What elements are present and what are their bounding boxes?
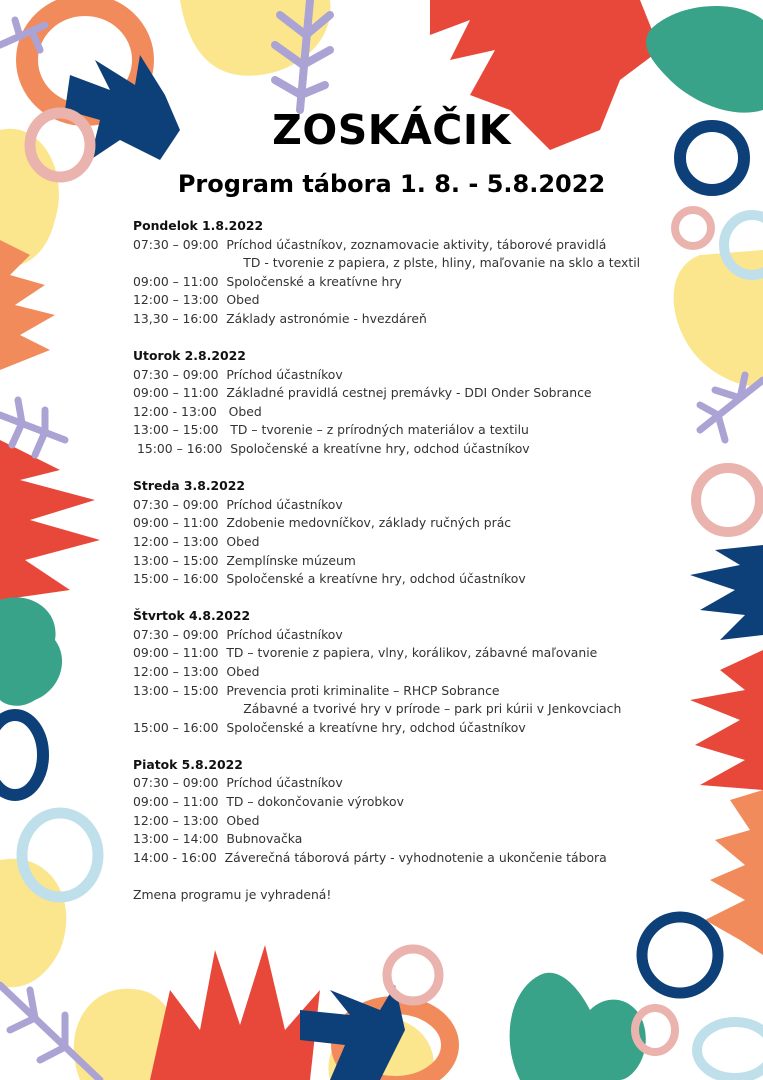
day-title: Piatok 5.8.2022 — [133, 756, 243, 772]
day-title: Streda 3.8.2022 — [133, 478, 246, 494]
pink-ring-right-mid — [696, 468, 760, 532]
schedule-line: 12:00 – 13:00 Obed — [133, 812, 260, 828]
pink-ring-bottom — [387, 949, 439, 1001]
schedule-line: 12:00 – 13:00 Obed — [133, 533, 260, 549]
teal-leaf-top-right — [646, 6, 763, 113]
page-subtitle: Program tábora 1. 8. - 5.8.2022 — [177, 170, 606, 198]
day-block — [133, 756, 653, 868]
schedule-line: 13,30 – 16:00 Základy astronómie - hvezdáreň — [133, 310, 427, 326]
lightblue-ring-bottom-right — [697, 1022, 763, 1078]
navy-ring-bottom-right — [642, 917, 718, 993]
schedule-line: 07:30 – 09:00 Príchod účastníkov — [133, 775, 343, 791]
schedule-line: 07:30 – 09:00 Príchod účastníkov — [133, 496, 343, 512]
schedule-line: 09:00 – 11:00 Spoločenské a kreatívne hry — [133, 273, 402, 289]
schedule-line: 07:30 – 09:00 Príchod účastníkov — [133, 366, 343, 382]
teal-leaf-bottom — [510, 973, 646, 1080]
schedule-line: 15:00 – 16:00 Spoločenské a kreatívne hry, odchod účastníkov — [133, 719, 526, 735]
day-title: Štvrtok 4.8.2022 — [133, 608, 251, 624]
schedule-line: 12:00 – 13:00 Obed — [133, 292, 260, 308]
navy-ring-left — [0, 715, 43, 795]
schedule-line: 14:00 - 16:00 Záverečná táborová párty - vyhodnotenie a ukončenie tábora — [133, 849, 607, 865]
red-hand-bottom — [150, 945, 320, 1080]
schedule-line: 13:00 – 14:00 Bubnovačka — [133, 831, 303, 847]
lightblue-ring-left — [22, 813, 98, 897]
program-schedule — [133, 217, 653, 905]
lavender-frond-right — [700, 375, 763, 440]
day-title: Pondelok 1.8.2022 — [133, 218, 264, 233]
schedule-line: 07:30 – 09:00 Príchod účastníkov, zoznamovacie aktivity, táborové pravidlá — [133, 236, 607, 252]
red-hand-right — [690, 650, 763, 790]
schedule-line: TD - tvorenie z papiera, z plste, hliny, maľovanie na sklo a textil — [133, 255, 641, 271]
schedule-line: 09:00 – 11:00 TD – dokončovanie výrobkov — [133, 794, 404, 810]
schedule-line: 09:00 – 11:00 Základné pravidlá cestnej premávky - DDI Onder Sobrance — [133, 385, 592, 401]
schedule-line: 09:00 – 11:00 Zdobenie medovníčkov, základy ručných prác — [133, 515, 512, 531]
schedule-line: 09:00 – 11:00 TD – tvorenie z papiera, vlny, korálikov, zábavné maľovanie — [133, 645, 598, 661]
schedule-line: 12:00 - 13:00 Obed — [133, 403, 262, 419]
day-block — [133, 477, 653, 589]
day-block — [133, 217, 653, 329]
schedule-line: 15:00 – 16:00 Spoločenské a kreatívne hry, odchod účastníkov — [133, 571, 526, 587]
schedule-line: 13:00 – 15:00 TD – tvorenie – z prírodných materiálov a textilu — [133, 422, 529, 438]
lavender-frond-left — [0, 400, 65, 455]
pink-ring-right-top — [675, 210, 711, 246]
red-hand-left — [0, 440, 100, 600]
schedule-line: 15:00 – 16:00 Spoločenské a kreatívne hry, odchod účastníkov — [133, 441, 530, 457]
schedule-line: 13:00 – 15:00 Prevencia proti kriminalite – RHCP Sobrance — [133, 682, 500, 698]
day-title: Utorok 2.8.2022 — [133, 348, 246, 364]
program-note: Zmena programu je vyhradená! — [133, 886, 332, 902]
page-title: ZOSKÁČIK — [272, 106, 511, 154]
teal-leaf-left — [0, 597, 62, 705]
schedule-line: 12:00 – 13:00 Obed — [133, 663, 260, 679]
day-block — [133, 347, 653, 459]
day-block — [133, 607, 653, 737]
schedule-line: 07:30 – 09:00 Príchod účastníkov — [133, 626, 343, 642]
navy-hand-right — [690, 545, 763, 640]
schedule-line: Zábavné a tvorivé hry v prírode – park pri kúrii v Jenkovciach — [133, 701, 622, 717]
schedule-line: 13:00 – 15:00 Zemplínske múzeum — [133, 552, 356, 568]
